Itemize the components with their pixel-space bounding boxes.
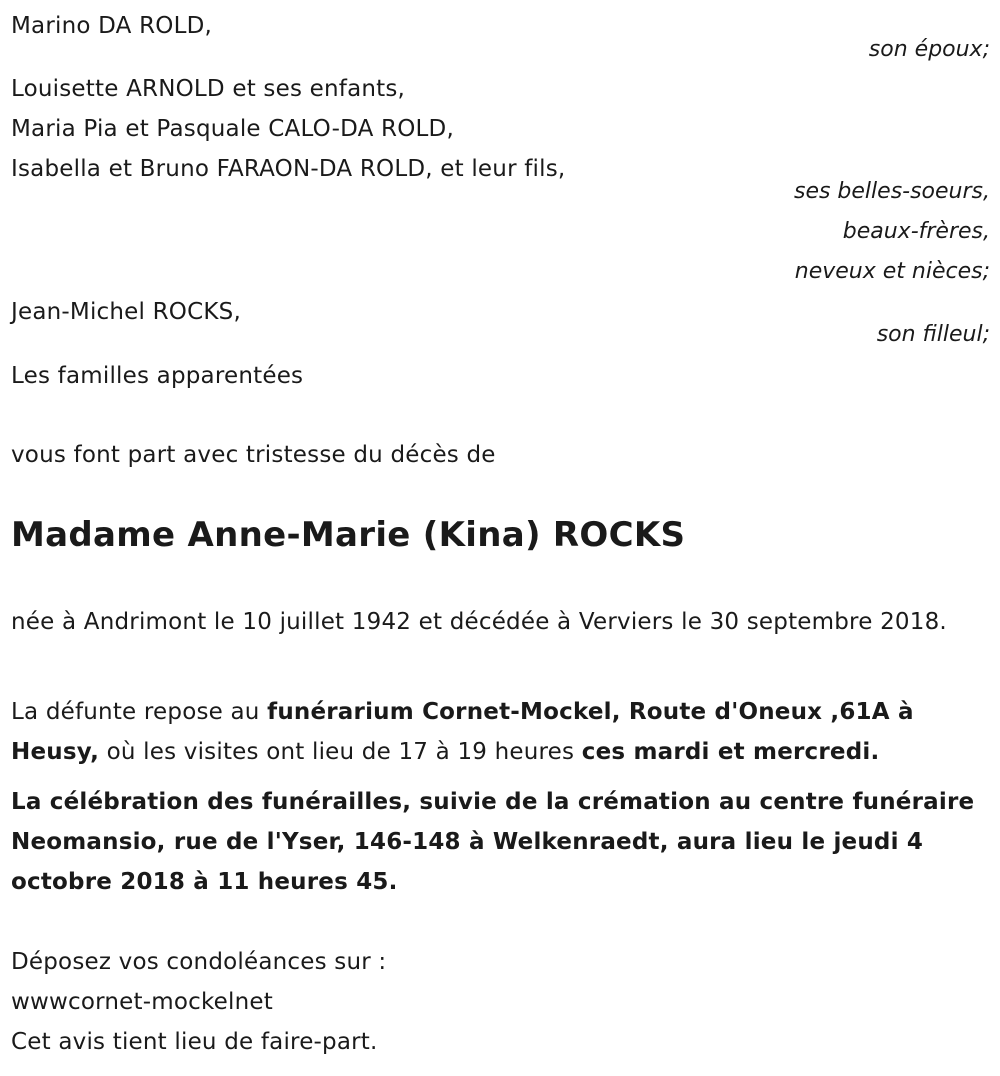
inlaw-role: ses belles-soeurs,: [793, 179, 990, 204]
rest-paragraph: [11, 692, 991, 772]
inlaw-line: Louisette ARNOLD et ses enfants,: [11, 76, 406, 102]
inlaw-line: Maria Pia et Pasquale CALO-DA ROLD,: [11, 116, 454, 142]
condolences-website[interactable]: wwwcornet-mockelnet: [11, 989, 273, 1015]
inlaw-role: neveux et nièces;: [794, 259, 990, 284]
inlaw-role: beaux-frères,: [842, 219, 990, 244]
birth-death-text: née à Andrimont le 10 juillet 1942 et décédée à Verviers le 30 septembre 2018.: [11, 609, 947, 635]
announcement-intro: vous font part avec tristesse du décès de: [11, 442, 496, 468]
deceased-name: Madame Anne-Marie (Kina) ROCKS: [11, 515, 686, 555]
rest-visiting-hours: où les visites ont lieu de 17 à 19 heures: [99, 739, 582, 765]
funeral-home: funérarium Cornet-Mockel, Route d'Oneux ,61A à Heusy,: [11, 699, 914, 765]
related-families: Les familles apparentées: [11, 363, 304, 389]
notice-text: Cet avis tient lieu de faire-part.: [11, 1029, 378, 1055]
godson-name: Jean-Michel ROCKS,: [11, 299, 241, 325]
condolences-label: Déposez vos condoléances sur :: [11, 949, 387, 975]
rest-days: ces mardi et mercredi.: [581, 739, 880, 765]
godson-role: son filleul;: [876, 322, 990, 347]
ceremony-paragraph: La célébration des funérailles, suivie de la crémation au centre funéraire Neomansio, rue de l'Yser, 146-148 à Welkenraedt, aura lieu le jeudi 4 octobre 2018 à 11 heures 45.: [11, 789, 975, 895]
spouse-role: son époux;: [868, 37, 990, 62]
inlaw-line: Isabella et Bruno FARAON-DA ROLD, et leur fils,: [11, 156, 566, 182]
spouse-name: Marino DA ROLD,: [11, 13, 213, 39]
rest-prefix: La défunte repose au: [11, 699, 268, 725]
